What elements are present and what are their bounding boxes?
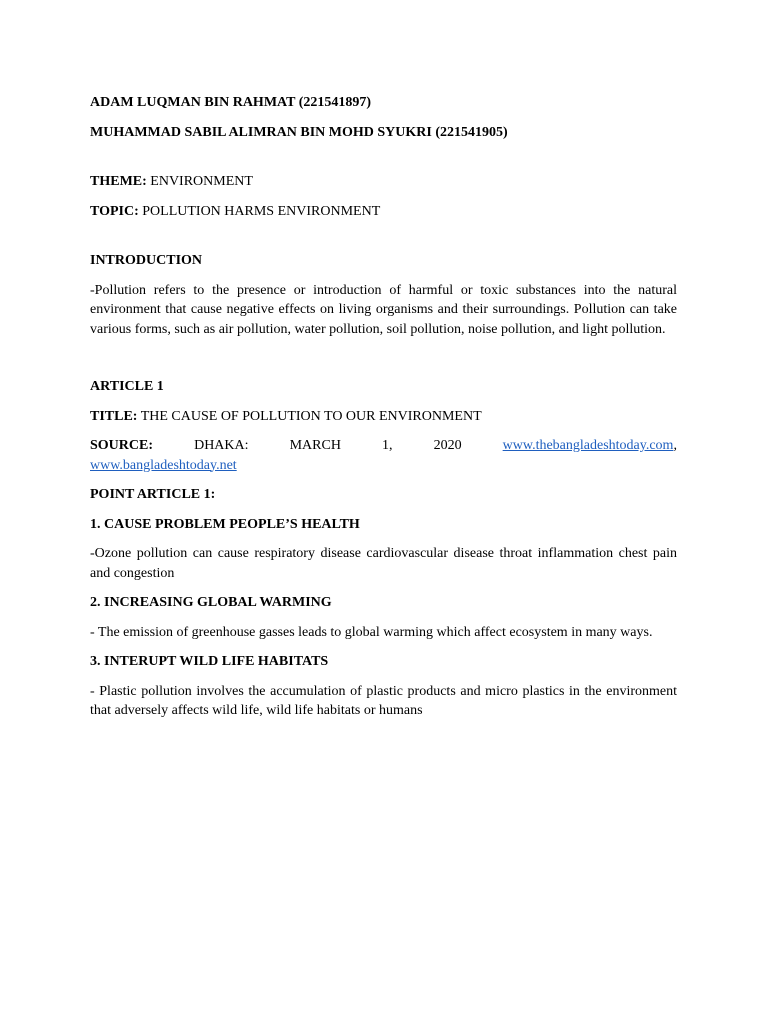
source-line — [90, 436, 677, 456]
article-title-line — [90, 407, 677, 427]
introduction-heading: INTRODUCTION — [90, 253, 203, 268]
article-source — [90, 436, 677, 475]
document-body — [90, 93, 677, 721]
topic-value: POLLUTION HARMS ENVIRONMENT — [138, 203, 381, 219]
theme-line — [90, 172, 677, 192]
author-line-2: MUHAMMAD SABIL ALIMRAN BIN MOHD SYUKRI (221541905) — [90, 124, 508, 140]
source-day: 1, — [382, 438, 393, 453]
point-1-body: -Ozone pollution can cause respiratory disease cardiovascular disease throat inflammation chest pain and congestion — [90, 546, 677, 581]
source-month: MARCH — [289, 438, 341, 453]
topic-line — [90, 202, 677, 222]
point-3-heading: 3. INTERUPT WILD LIFE HABITATS — [90, 654, 329, 669]
source-link-1[interactable]: www.thebangladeshtoday.com — [502, 438, 674, 453]
source-city: DHAKA: — [194, 438, 249, 453]
source-link-group — [503, 436, 677, 456]
introduction-body: -Pollution refers to the presence or introduction of harmful or toxic substances into the natural environment that cause negative effects on living organisms and their surroundings. Pollution can take various forms, such as air pollution, water pollution, soil pollution, noise pollution, and light pollution. — [90, 282, 677, 337]
topic-label: TOPIC: — [90, 203, 139, 219]
point-2-heading: 2. INCREASING GLOBAL WARMING — [90, 595, 332, 610]
article-heading: ARTICLE 1 — [90, 379, 164, 394]
source-link-1-suffix: , — [673, 438, 677, 453]
source-label: SOURCE: — [90, 438, 154, 453]
theme-label: THEME: — [90, 174, 147, 189]
theme-value: ENVIRONMENT — [146, 174, 253, 189]
source-year: 2020 — [433, 438, 462, 453]
point-3-body: - Plastic pollution involves the accumulation of plastic products and micro plastics in the environment that adversely affects wild life, wild life habitats or humans — [90, 683, 677, 718]
point-1-heading: 1. CAUSE PROBLEM PEOPLE’S HEALTH — [90, 516, 360, 532]
article-title-label: TITLE: — [90, 408, 138, 424]
author-line-1: ADAM LUQMAN BIN RAHMAT (221541897) — [90, 95, 372, 110]
article-title-value: THE CAUSE OF POLLUTION TO OUR ENVIRONMENT — [137, 408, 482, 424]
source-link-2[interactable]: www.bangladeshtoday.net — [90, 457, 237, 473]
point-2-body: - The emission of greenhouse gasses leads to global warming which affect ecosystem in many ways. — [90, 624, 653, 640]
points-heading: POINT ARTICLE 1: — [90, 487, 216, 502]
